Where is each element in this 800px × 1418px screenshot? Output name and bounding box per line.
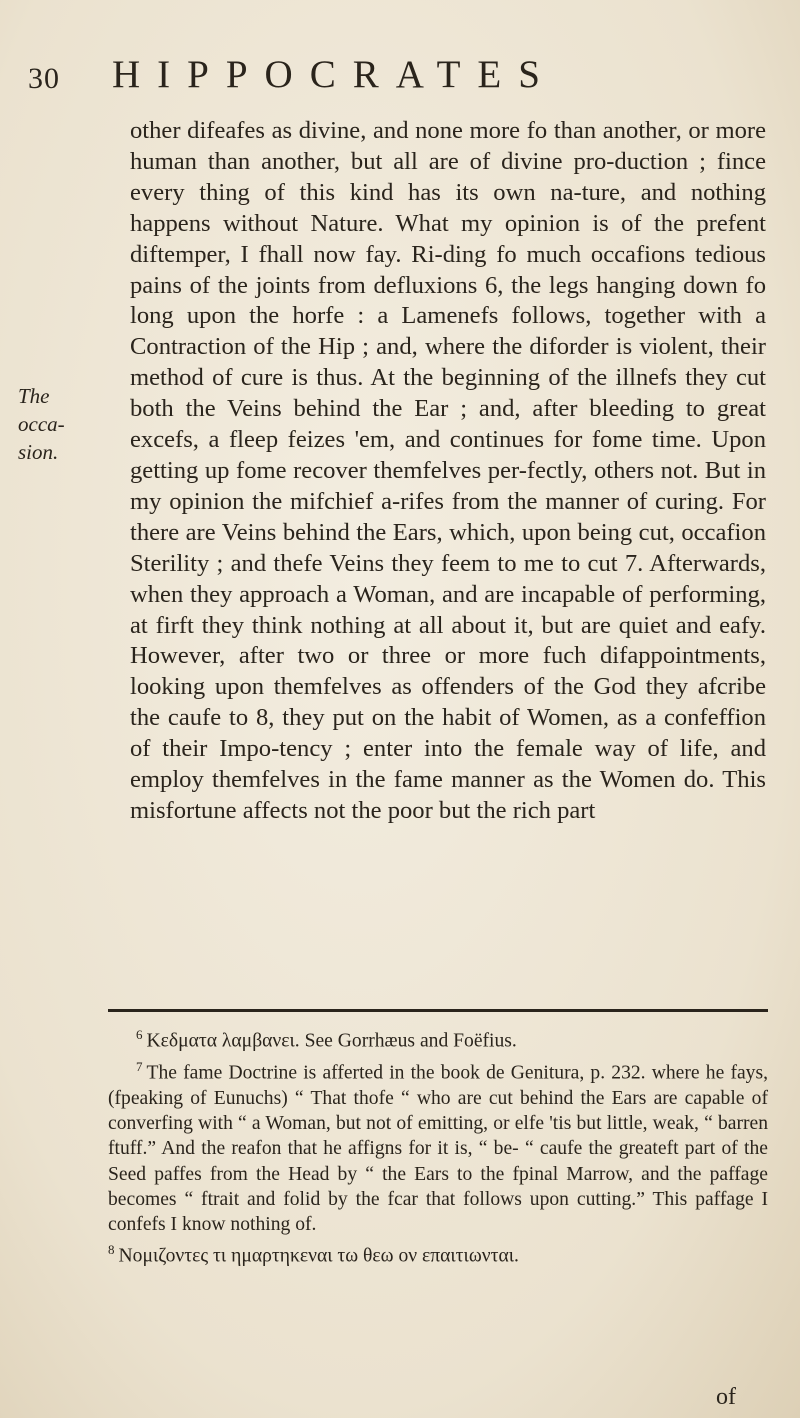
footnote-8-number: 8: [108, 1242, 115, 1258]
footnote-6-number: 6: [136, 1027, 143, 1042]
footnote-6-text: Κεδματα λαμβανει. See Gorrhæus and Foëfius.: [146, 1030, 517, 1052]
footnote-8-text: Νομιζοντες τι ημαρτηκεναι τω θεω ον επαιτιωνται.: [118, 1245, 519, 1267]
footnote-8: [108, 1237, 768, 1269]
footnote-7-number: 7: [136, 1058, 143, 1074]
footnote-7: [108, 1054, 768, 1238]
body-text: other difeafes as divine, and none more fo than another, or more human than another, but all are of divine pro-duction ; fince every thing of this kind has its own na-ture, and nothing happens without Nature. What my opinion is of the prefent diftemper, I fhall now fay. Ri-ding fo much occafions tedious pains of the joints from defluxions 6, the legs hanging down fo long upon the horfe : a Lamenefs follows, together with a Contraction of the Hip ; and, where the diforder is violent, their method of cure is thus. At the beginning of the illnefs they cut both the Veins behind the Ear ; and, after bleeding to great excefs, a fleep feizes 'em, and continues for fome time. Upon getting up fome recover themfelves per-fectly, others not. But in my opinion the mifchief a-rifes from the manner of curing. For there are Veins behind the Ears, which, upon being cut, occafion Sterility ; and thefe Veins they feem to me to cut 7. Afterwards, when they approach a Woman, and are incapable of performing, at firft they think nothing at all about it, but are quiet and eafy. However, after two or three or more fuch difappointments, looking upon themfelves as offenders of the God they afcribe the caufe to 8, they put on the habit of Women, as a confeffion of their Impo-tency ; enter into the female way of life, and employ themfelves in the fame manner as the Women do. This misfortune affects not the poor but the rich part: [130, 117, 766, 824]
running-head: HIPPOCRATES: [112, 53, 557, 96]
footnotes: [108, 1022, 768, 1269]
footnote-rule: [108, 1009, 768, 1012]
catchword: of: [716, 1384, 736, 1410]
footnote-7-text: The fame Doctrine is afferted in the book de Genitura, p. 232. where he fays, (fpeaking of Eunuchs) “ That thofe “ who are cut behind the Ears are capable of converfing with “ a Woman, but not of emitting, or elfe 'tis but little, weak, “ barren ftuff.” And the reafon that he affigns for it is, “ be- “ caufe the greateft part of the Seed paffes from the Head by “ the Ears to the fpinal Marrow, and the paffage becomes “ ftrait and folid by the fcar that follows upon cutting.” This paffage I confefs I know nothing of.: [108, 1062, 768, 1236]
footnote-6: [108, 1022, 768, 1054]
margin-note: The occa-sion.: [18, 384, 65, 464]
page-number: 30: [28, 62, 60, 95]
